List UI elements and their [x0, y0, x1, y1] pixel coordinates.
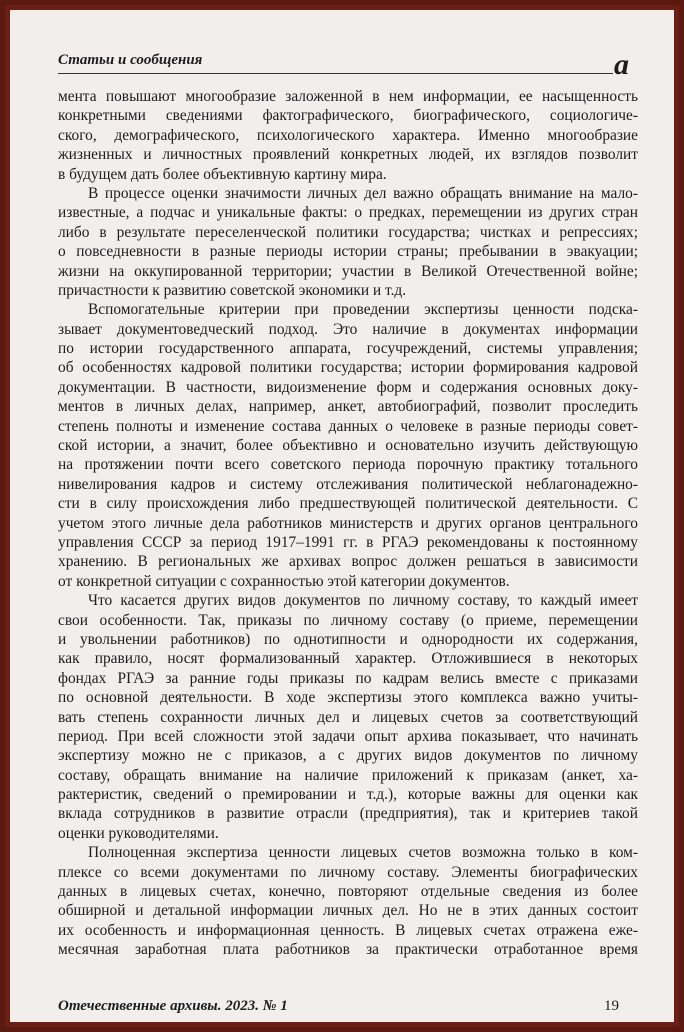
text-line: Что касается других видов документов по личному составу, то каждый имеет: [88, 592, 638, 610]
text-line: на протяжении почти всего советского периода порочную практику тотального: [58, 456, 638, 474]
text-line: конкретными сведениями фактографического, биографического, социологиче-: [58, 107, 638, 125]
text-line: мента повышают многообразие заложенной в нем информации, ее насыщенность: [58, 88, 638, 105]
text-line: Полноценная экспертиза ценности лицевых счетов возможна только в ком-: [88, 844, 638, 862]
text-line: по основной деятельности. В ходе экспертизы этого комплекса важно учиты-: [58, 689, 638, 707]
text-line: хранению. В региональных же архивах вопрос должен решаться в зависимости: [58, 553, 638, 571]
text-line: фондах РГАЭ за ранние годы приказы по кадрам велись вместе с приказами: [58, 669, 638, 687]
footer-journal-title: Отечественные архивы. 2023. № 1: [58, 998, 288, 1014]
text-line: либо в результате переселенческой политики государства; чистках и репрессиях;: [58, 223, 638, 241]
text-line: ской истории, а значит, более объективно и основательно изучить действующую: [58, 437, 638, 455]
text-line: известные, а подчас и уникальные факты: о предках, перемещении из других стран: [58, 204, 638, 222]
text-line: вклада сотрудников в развитие отрасли (предприятия), так и критериев такой: [58, 805, 638, 823]
text-line: оценки руководителями.: [58, 824, 219, 842]
text-line: период. При всей сложности этой задачи опыт архива показывает, что начинать: [58, 727, 638, 745]
text-line: плексе со всеми документами по личному составу. Элементы биографических: [58, 863, 638, 881]
text-line: В процессе оценки значимости личных дел важно обращать внимание на мало-: [88, 184, 638, 202]
text-line: жизненных и личностных проявлений конкретных людей, их взглядов позволит: [58, 146, 638, 164]
text-line: зывает документоведческий подход. Это наличие в документах информации: [58, 320, 638, 338]
text-line: от конкретной ситуации с сохранностью этой категории документов.: [58, 572, 510, 590]
text-line: рактеристик, сведений о премировании и т.д.), которые важны для оценки как: [58, 786, 638, 804]
text-line: управления СССР за период 1917–1991 гг. в РГАЭ рекомендованы к постоянному: [58, 533, 638, 551]
text-line: ментов в личных делах, например, анкет, автобиографий, позволит проследить: [58, 398, 638, 416]
text-line: причастности к развитию советской экономики и т.д.: [58, 281, 407, 299]
text-line: их особенность и информационная ценность. В лицевых счетах отражена еже-: [58, 921, 638, 939]
text-line: составу, обращать внимание на наличие приложений к приказам (анкет, ха-: [58, 766, 638, 784]
text-line: ского, демографического, психологического характера. Именно многообразие: [58, 126, 638, 144]
text-line: в будущем дать более объективную картину мира.: [58, 165, 387, 183]
text-line: нивелирования кадров и систему отслеживания политической неблагонадежно-: [58, 475, 638, 493]
document-page: [10, 10, 674, 1022]
text-line: учетом этого личные дела работников министерств и других органов центрального: [58, 514, 638, 532]
text-line: степень полноты и изменение состава данных о человеке в разные периоды совет-: [58, 417, 638, 435]
journal-logo-glyph: a: [614, 48, 629, 81]
text-line: по истории государственного аппарата, госучреждений, системы управления;: [58, 340, 638, 358]
text-line: экспертизу можно не с приказов, а с других видов документов по личному: [58, 747, 638, 765]
running-head-section: Статьи и сообщения: [58, 52, 203, 68]
text-line: и увольнении работников) по однотипности и однородности их содержания,: [58, 630, 638, 648]
article-body: [58, 87, 638, 960]
text-line: об особенностях кадровой политики государства; истории формирования кадровой: [58, 359, 638, 377]
text-line: жизни на оккупированной территории; участии в Великой Отечественной войне;: [58, 262, 638, 280]
text-line: сти в силу происхождения либо предшествующей политической деятельности. С: [58, 495, 638, 513]
text-line: как правило, носят формализованный характер. Отложившиеся в некоторых: [58, 650, 638, 668]
text-line: Вспомогательные критерии при проведении экспертизы ценности подска-: [88, 301, 638, 319]
text-line: данных в лицевых счетах, конечно, повторяют отдельные сведения из более: [58, 883, 638, 901]
text-line: месячная заработная плата работников за практически отработанное время: [58, 941, 638, 959]
text-line: документации. В частности, видоизменение форм и содержания основных доку-: [58, 378, 638, 396]
header-rule: [58, 73, 613, 74]
text-line: обширной и детальной информации личных дел. Но не в этих данных состоит: [58, 902, 638, 920]
text-line: свои особенности. Так, приказы по личному составу (о приеме, перемещении: [58, 611, 638, 629]
page-number: 19: [604, 998, 619, 1014]
text-line: вать степень сохранности личных дел и лицевых счетов за соответствующий: [58, 708, 638, 726]
text-line: о повседневности в разные периоды истории страны; пребывании в эвакуации;: [58, 243, 638, 261]
